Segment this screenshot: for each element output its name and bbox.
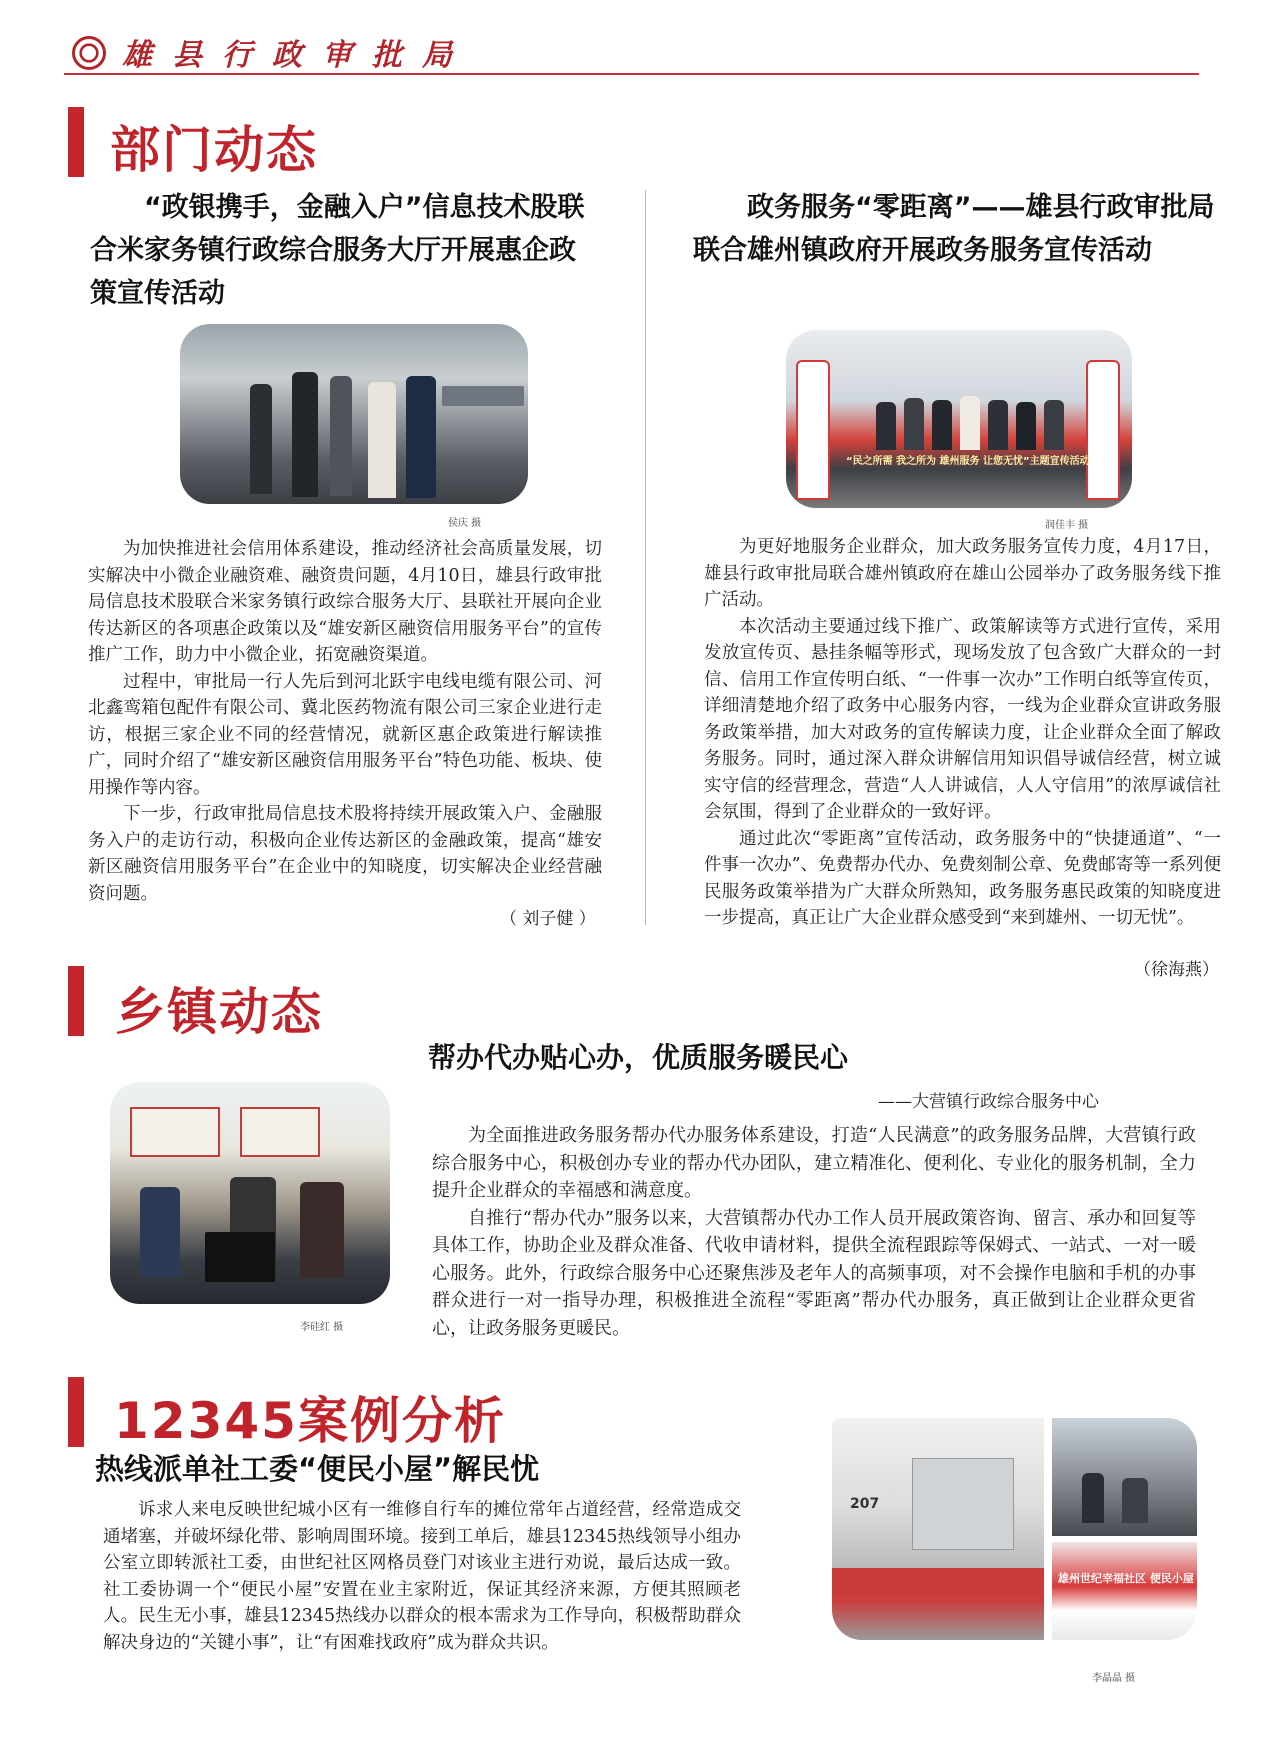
article4-photo-banner <box>1052 1542 1197 1640</box>
header-rule <box>64 73 1199 75</box>
article4-body <box>103 1497 741 1656</box>
article1-body <box>88 536 602 907</box>
bureau-logo-icon <box>72 36 106 70</box>
section-marker <box>68 1377 84 1447</box>
article3-photo <box>110 1082 390 1304</box>
column-divider <box>645 190 646 925</box>
masthead-title: 雄县行政审批局 <box>122 38 472 73</box>
article2-photo <box>786 330 1132 508</box>
paragraph: 为加快推进社会信用体系建设，推动经济社会高质量发展，切实解决中小微企业融资难、融资贵问题，4月10日，雄县行政审批局信息技术股联合米家务镇行政综合服务大厅、县联社开展向企业传达新区的各项惠企政策以及“雄安新区融资信用服务平台”的宣传推广工作，助力中小微企业，拓宽融资渠道。 <box>88 539 602 665</box>
paragraph: 自推行“帮办代办”服务以来，大营镇帮办代办工作人员开展政策咨询、留言、承办和回复等具体工作，协助企业及群众准备、代收申请材料，提供全流程跟踪等保姆式、一站式、一对一暖心服务。此外，行政综合服务中心还聚焦涉及老年人的高频事项，对不会操作电脑和手机的办事群众进行一对一指导办理，积极推进全流程“零距离”帮办代办服务，真正做到让企业群众更省心，让政务服务更暖民。 <box>432 1207 1196 1339</box>
article3-body <box>432 1122 1196 1342</box>
article3-subtitle: ——大营镇行政综合服务中心 <box>878 1092 1099 1112</box>
article1-title: “政银携手，金融入户”信息技术股联合米家务镇行政综合服务大厅开展惠企政策宣传活动 <box>90 192 585 309</box>
paragraph: 过程中，审批局一行人先后到河北跃宇电线电缆有限公司、河北鑫鸾箱包配件有限公司、冀北医药物流有限公司三家企业进行走访，根据三家企业不同的经营情况，就新区惠企政策进行解读推广，同时介绍了“雄安新区融资信用服务平台”特色功能、板块、使用操作等内容。 <box>88 671 602 798</box>
article2-banner-text: “民之所需 我之所为 雄州服务 让您无忧”主题宣传活动 <box>846 456 1090 467</box>
paragraph: 为全面推进政务服务帮办代办服务体系建设，打造“人民满意”的政务服务品牌，大营镇行政综合服务中心，积极创办专业的帮办代办团队，建立精准化、便利化、专业化的服务机制，全力提升企业群众的幸福感和满意度。 <box>432 1125 1196 1201</box>
section-title-dept: 部门动态 <box>110 121 318 179</box>
article3-title: 帮办代办贴心办，优质服务暖民心 <box>428 1041 849 1074</box>
article2-body <box>704 534 1221 932</box>
article1-photo-credit: 侯庆 摄 <box>448 518 482 529</box>
section-marker <box>68 966 84 1036</box>
section-marker <box>68 107 84 177</box>
paragraph: 下一步，行政审批局信息技术股将持续开展政策入户、金融服务入户的走访行动，积极向企业传达新区的金融政策，提高“雄安新区融资信用服务平台”在企业中的知晓度，切实解决企业经营融资问题。 <box>88 804 602 904</box>
article4-photo-credit: 李晶晶 摄 <box>1092 1673 1136 1684</box>
section-title-town: 乡镇动态 <box>115 983 323 1041</box>
article1-photo <box>180 324 528 504</box>
article3-photo-credit: 李硅红 摄 <box>300 1322 344 1333</box>
article2-signature: （徐海燕） <box>1134 960 1219 980</box>
article4-title: 热线派单社工委“便民小屋”解民忧 <box>95 1452 540 1486</box>
article2-photo-credit: 润佳丰 摄 <box>1045 520 1089 531</box>
paragraph: 本次活动主要通过线下推广、政策解读等方式进行宣传，采用发放宣传页、悬挂条幅等形式，现场发放了包含致广大群众的一封信、信用工作宣传明白纸、“一件事一次办”工作明白纸等宣传页，详细清楚地介绍了政务中心服务内容，一线为企业群众宣讲政务服务政策举措，加大对政务的宣传解读力度，让企业群众全面了解政务服务。同时，通过深入群众讲解信用知识倡导诚信经营，树立诚实守信的经营理念，营造“人人讲诚信，人人守信用”的浓厚诚信社会氛围，得到了企业群众的一致好评。 <box>704 616 1221 822</box>
article4-photo-street <box>1052 1418 1197 1536</box>
article2-title: 政务服务“零距离”——雄县行政审批局联合雄州镇政府开展政务服务宣传活动 <box>693 192 1215 266</box>
article1-signature: （ 刘子健 ） <box>500 909 596 929</box>
paragraph: 为更好地服务企业群众，加大政务服务宣传力度，4月17日，雄县行政审批局联合雄州镇政府在雄山公园举办了政务服务线下推广活动。 <box>704 537 1221 610</box>
paragraph: 通过此次“零距离”宣传活动，政务服务中的“快捷通道”、“一件事一次办”、免费帮办代办、免费刻制公章、免费邮寄等一系列便民服务政策举措为广大群众所熟知，政务服务惠民政策的知晓度进一步提高，真正让广大企业群众感受到“来到雄州、一切无忧”。 <box>704 828 1221 928</box>
section-title-cases: 12345案例分析 <box>114 1392 506 1450</box>
kiosk-number: 207 <box>850 1496 880 1512</box>
article4-photo-kiosk <box>832 1418 1044 1640</box>
paragraph: 诉求人来电反映世纪城小区有一维修自行车的摊位常年占道经营，经常造成交通堵塞，并破坏绿化带、影响周围环境。接到工单后，雄县12345热线领导小组办公室立即转派社工委，由世纪社区网格员登门对该业主进行劝说，最后达成一致。社工委协调一个“便民小屋”安置在业主家附近，保证其经济来源，方便其照顾老人。民生无小事，雄县12345热线办以群众的根本需求为工作导向，积极帮助群众解决身边的“关键小事”，让“有困难找政府”成为群众共识。 <box>103 1500 741 1653</box>
kiosk-banner-text: 雄州世纪幸福社区 便民小屋 <box>1058 1572 1194 1585</box>
